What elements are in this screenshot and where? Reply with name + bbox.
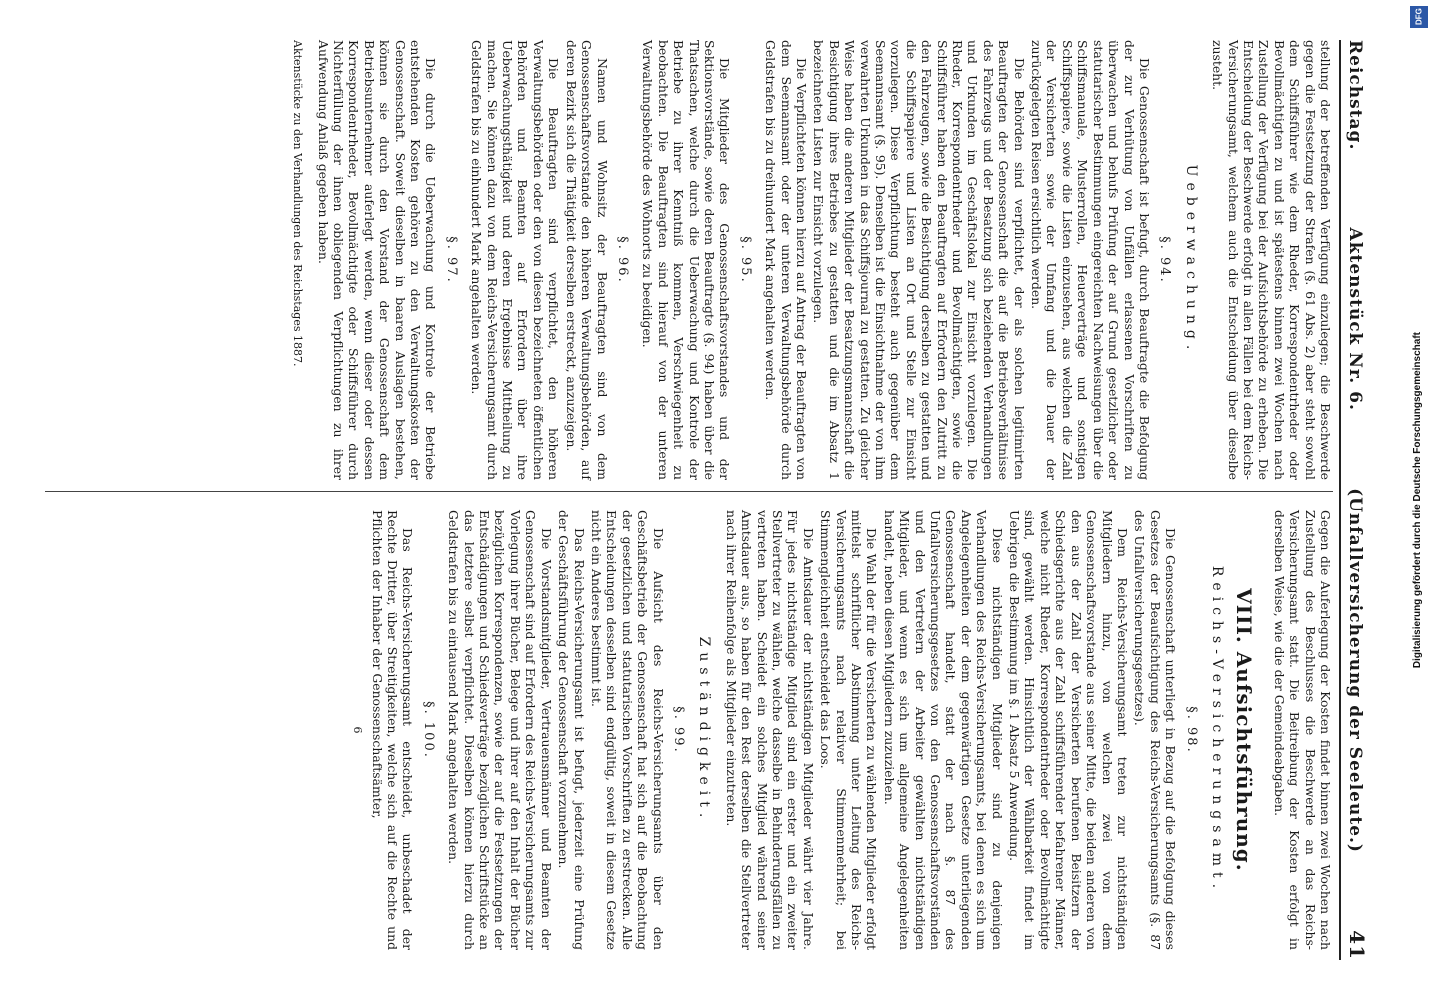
paragraph: Die Genossenschaft unterliegt in Bezug auf die Befolgung dieses Gesetzes der Beaufsichtigung des Reichs-Versicherungsamts (§. 87 des Unfallversicherungsgesetzes). bbox=[1132, 510, 1179, 950]
paragraph: Die durch die Ueberwachung und Kontrole der Betriebe entstehenden Kosten gehören zu den Verwaltungskosten der Genossenschaft. Soweit dieselben in baaren Auslagen bestehen, können sie durch den Vorstand der Genossenschaft dem Betriebsunternehmer auferlegt werden, wenn dieser oder dessen Korrespondentrheder, Bevollmächtigte oder Schiffsführer durch Nichterfüllung der ihnen obliegenden Verpflichtungen zu ihrer Aufwendung Anlaß gegeben haben. bbox=[315, 40, 439, 480]
paragraph: Die Beauftragten sind verpflichtet, den höheren Verwaltungsbehörden oder den von diesen bezeichneten öffentlichen Behörden und Beamten auf Erfordern über ihre Ueberwachungsthätigkeit und deren Ergebnisse Mittheilung zu machen. Sie können dazu von dem Reichs-Versicherungsamt durch Geldstrafen bis zu einhundert Mark angehalten werden. bbox=[469, 40, 562, 480]
paragraph: Die Verpflichteten können hierzu auf Antrag der Beauftragten von dem Seemannsamt oder der unteren Verwaltungsbehörde durch Geldstrafen bis zu dreihundert Mark angehalten werden. bbox=[763, 40, 809, 480]
section-number: §. 94. bbox=[1157, 236, 1173, 284]
section-number: §. 97. bbox=[443, 236, 459, 284]
footnote: Aktenstücke zu den Verhandlungen des Reichstages 1887. bbox=[291, 40, 305, 367]
paragraph: Das Reichs-Versicherungsamt entscheidet, unbeschadet der Rechte Dritter, über Streitigkeiten, welche sich auf die Rechte und Pflichten der Inhaber der Genossenschaftsämter, bbox=[369, 510, 416, 950]
left-column bbox=[290, 40, 1333, 480]
section-heading: Ueberwachung. bbox=[1182, 164, 1199, 356]
paragraph: Die Behörden sind verpflichtet, der als solchen legitimirten Beauftragten der Genossenschaft die auf die Betriebsverhältnisse des Fahrzeugs und der Besatzung sich beziehenden Verhandlungen und Urkunden im Geschäftslokal zur Einsicht vorzulegen. Die Rheder, Korrespondentrheder und Bevollmächtigten, sowie die Schiffsführer haben den Beauftragten auf Erfordern den Zutritt zu den Fahrzeugen, sowie die Besichtigung derselben zu gestatten und die Schiffspapiere und Listen an Ort und Stelle zur Einsicht vorzulegen. Diese Verpflichtung besteht auch gegenüber dem Seemannsamt (§. 95). Denselben ist die Einsichtnahme der von ihm verwahrten Urkunden in das Schiffsjournal zu gestatten. Zu gleicher Weise haben die anderen Mitglieder der Besatzungsmannschaft die Besichtigung ihres Betriebes zu gestatten und die im Absatz 1 bezeichneten Listen zur Einsicht vorzulegen. bbox=[811, 40, 1027, 480]
column-divider bbox=[45, 491, 1333, 492]
header-center: Aktenstück Nr. 6. bbox=[1345, 227, 1365, 411]
paragraph: Die Wahl der für die Versicherten zu wählenden Mitglieder erfolgt mittelst schriftlicher Abstimmung unter Leitung des Reichs-Versicherungsamts nach relativer Stimmenmehrheit; bei Stimmengleichheit entscheidet das Loos. bbox=[818, 510, 880, 950]
section-heading: Reichs-Versicherungsamt. bbox=[1208, 565, 1225, 895]
paragraph: Namen und Wohnsitz der Beauftragten sind von dem Genossenschaftsvorstande den höheren Verwaltungsbehörden, auf deren Bezirk sich die Thätigkeit derselben erstreckt, anzuzeigen. bbox=[563, 40, 610, 480]
header-left: Reichstag. bbox=[1345, 40, 1365, 151]
paragraph: Diese nichtständigen Mitglieder sind zu denjenigen Verhandlungen des Reichs-Versicherungsamts, bei denen es sich um Angelegenheiten der dem gegenwärtigen Gesetze unterliegenden Genossenschaft handelt, statt der nach §. 87 des Unfallversicherungsgesetzes von den Genossenschaftsvorständen und den Vertretern der Arbeiter gewählten nichtständigen Mitglieder, und wenn es sich um allgemeine Angelegenheiten handelt, neben diesen Mitgliedern zuzuziehen. bbox=[881, 510, 1005, 950]
paragraph: Die Vorstandsmitglieder, Vertrauensmänner und Beamten der Genossenschaft sind auf Erfordern des Reichs-Versicherungsamts zur Vorlegung ihrer Bücher, Belege und ihrer auf den Inhalt der Bücher bezüglichen Korrespondenzen, sowie der auf die Festsetzungen der Entschädigungen und Schiedsverträge bezüglichen Schriftstücke an das letztere selbst verpflichtet. Dieselben können hierzu durch Geldstrafen bis zu eintausend Mark angehalten werden. bbox=[446, 510, 554, 950]
paragraph: Die Amtsdauer der nichtständigen Mitglieder währt vier Jahre. Für jedes nichtständige Mitglied sind ein erster und ein zweiter Stellvertreter zu wählen, welche dasselbe in Behinderungsfällen zu vertreten haben. Scheidet ein solches Mitglied während seiner Amtsdauer aus, so haben für den Rest derselben die Stellvertreter nach ihrer Reihenfolge als Mitglieder einzutreten. bbox=[723, 510, 816, 950]
section-number: §. 98. bbox=[1183, 706, 1199, 754]
chapter-heading: VIII. Aufsichtsführung. bbox=[1232, 588, 1257, 872]
signature-mark: 6 bbox=[351, 726, 365, 734]
paragraph: Die Genossenschaft ist befugt, durch Beauftragte die Befolgung der zur Verhütung von Unfällen erlassenen Vorschriften zu überwachen und behufs Prüfung der auf Grund gesetzlicher oder statutarischer Bestimmungen eingereichten Nachweisungen über die Schiffsmanuale, Musterrollen, Heuerverträge und sonstigen Schiffspapiere, sowie die Listen einzusehen, aus welchen die Zahl der Versicherten sowie der Umfang und die Dauer der zurückgelegten Reisen ersichtlich werden. bbox=[1029, 40, 1152, 480]
paragraph: Die Mitglieder des Genossenschaftsvorstandes und der Sektionsvorstände, sowie deren Beauftragte (§. 94) haben über die Thatsachen, welche durch die Ueberwachung und Kontrole der Betriebe zu ihrer Kenntniß kommen, Verschwiegenheit zu beobachten. Die Beauftragten sind hierauf von der unteren Verwaltungsbehörde des Wohnorts zu beeidigen. bbox=[640, 40, 733, 480]
page-number: 41 bbox=[1345, 930, 1369, 960]
section-number: §. 96. bbox=[614, 236, 630, 284]
section-number: §. 99. bbox=[670, 706, 686, 754]
paragraph: stellung der betreffenden Verfügung einzulegen; die Beschwerde gegen die Festsetzung der Strafen (§. 61 Abs. 2) aber steht sowohl dem Schiffsführer wie dem Rheder, Korrespondentrheder oder Bevollmächtigten zu und ist spätestens binnen zwei Wochen nach Zustellung der Verfügung bei der Aufsichtsbehörde zu erheben. Die Entscheidung der Beschwerde erfolgt in allen Fällen bei dem Reichs-Versicherungsamt, welchem auch die Entscheidung über dieselbe zusteht. bbox=[1210, 40, 1333, 480]
dfg-logo-icon: DFG bbox=[1410, 6, 1428, 28]
section-number: §. 95. bbox=[737, 236, 753, 284]
paragraph: Das Reichs-Versicherungsamt ist befugt, jederzeit eine Prüfung der Geschäftsführung der Genossenschaft vorzunehmen. bbox=[556, 510, 587, 950]
right-column bbox=[350, 510, 1333, 950]
paragraph: Die Aufsicht des Reichs-Versicherungsamts über den Geschäftsbetrieb der Genossenschaft hat sich auf die Beobachtung der gesetzlichen und statutarischen Vorschriften zu erstrecken. Alle Entscheidungen desselben sind endgültig, soweit in diesem Gesetze nicht ein Anderes bestimmt ist. bbox=[588, 510, 666, 950]
section-heading: Zuständigkeit. bbox=[696, 636, 713, 824]
paragraph: Dem Reichs-Versicherungsamt treten zur nichtständigen Mitgliedern hinzu, von welchen zwei von dem Genossenschaftsvorstande aus seiner Mitte, die beiden anderen von den aus der Zahl der Versicherten berufenen Beisitzern der Schiedsgerichte aus der Zahl schiffsführender befahrener Männer, welche nicht Rheder, Korrespondentrheder oder Bevollmächtigte sind, gewählt werden. Hinsichtlich der Wählbarkeit findet im Uebrigen die Bestimmung im §. 1 Absatz 5 Anwendung. bbox=[1007, 510, 1130, 950]
header-right: (Unfallversicherung der Seeleute.) bbox=[1345, 488, 1365, 853]
digitization-credit bbox=[1406, 8, 1428, 993]
credit-text: Digitalisierung gefördert durch die Deutsche Forschungsgemeinschaft bbox=[1411, 332, 1423, 669]
scanned-page bbox=[5, 20, 1395, 980]
paragraph: Gegen die Auferlegung der Kosten findet binnen zwei Wochen nach Zustellung des Beschlusses die Beschwerde an das Reichs-Versicherungsamt statt. Die Beitreibung der Kosten erfolgt in derselben Weise, wie die der Gemeindeabgaben. bbox=[1271, 510, 1333, 950]
page-header bbox=[1339, 40, 1385, 960]
section-number: §. 100. bbox=[420, 701, 436, 759]
